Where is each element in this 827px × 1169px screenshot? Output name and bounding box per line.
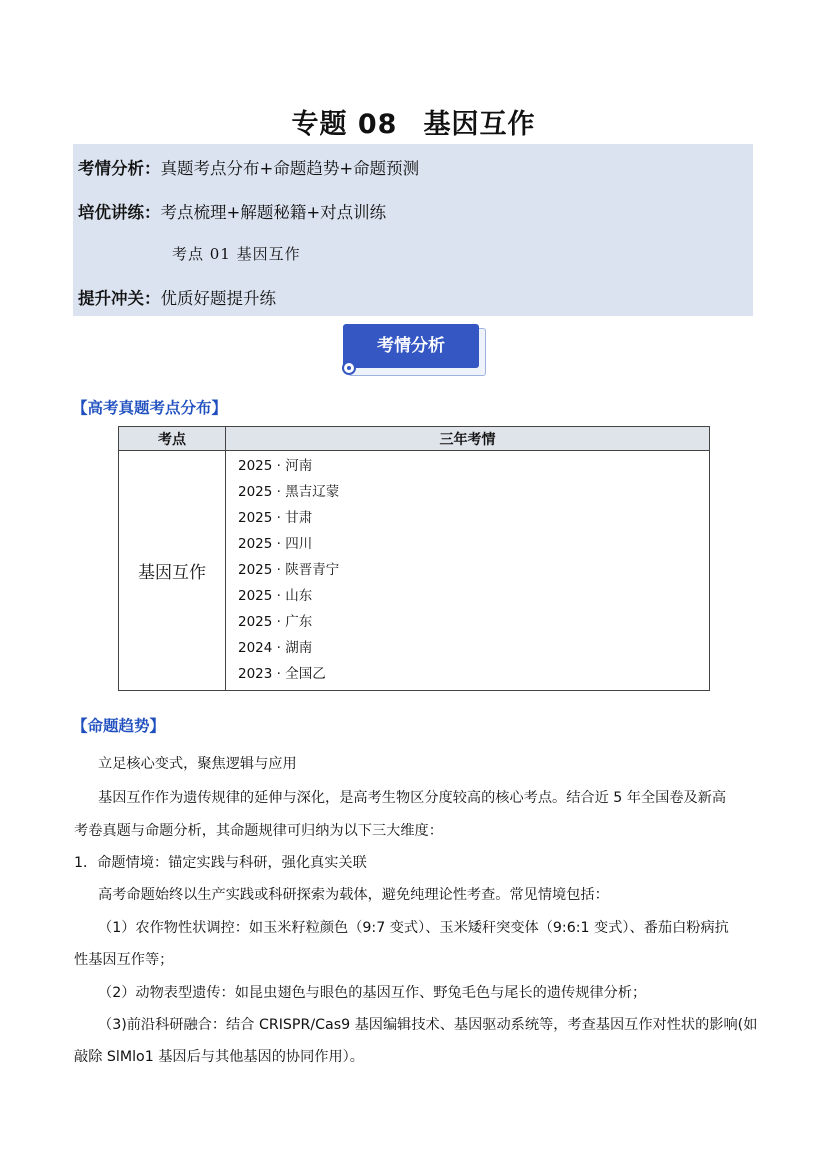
year-entry: 2023 · 全国乙 (238, 666, 326, 682)
toc-row-improve (78, 285, 276, 309)
topic-name: 基因互作 (423, 109, 536, 140)
section-heading-trend: 【命题趋势】 (72, 717, 166, 735)
toc-row-point01 (172, 243, 301, 264)
table-header-topic: 考点 (119, 427, 226, 451)
trend-paragraph: （2）动物表型遗传：如昆虫翅色与眼色的基因互作、野兔毛色与尾长的遗传规律分析； (98, 985, 647, 1001)
year-entry: 2025 · 黑吉辽蒙 (238, 484, 340, 500)
toc-row-analysis (78, 155, 419, 179)
table-row (119, 451, 710, 691)
year-entry: 2025 · 河南 (238, 458, 313, 474)
toc-text: 优质好题提升练 (160, 289, 276, 308)
toc-row-training (78, 199, 386, 223)
trend-paragraph: 1．命题情境：锚定实践与科研，强化真实关联 (74, 855, 367, 871)
year-entry: 2025 · 陕晋青宁 (238, 562, 340, 578)
toc-label: 考情分析： (78, 159, 161, 178)
toc-label: 提升冲关： (78, 289, 161, 308)
trend-paragraph: （3)前沿科研融合：结合 CRISPR/Cas9 基因编辑技术、基因驱动系统等，考查基因互作对性状的影响(如 (98, 1017, 758, 1033)
year-entry: 2025 · 甘肃 (238, 510, 313, 526)
table-cell-topic: 基因互作 (119, 451, 226, 691)
banner-dot-icon (342, 361, 356, 375)
trend-paragraph: 高考命题始终以生产实践或科研探索为载体，避免纯理论性考查。常见情境包括： (98, 887, 609, 903)
exam-distribution-table (118, 426, 710, 691)
table-header-years: 三年考情 (226, 427, 710, 451)
trend-paragraph: 考卷真题与命题分析，其命题规律可归纳为以下三大维度： (74, 823, 443, 839)
toc-text: 真题考点分布+命题趋势+命题预测 (160, 159, 420, 178)
trend-paragraph: 立足核心变式，聚焦逻辑与应用 (98, 756, 297, 772)
year-entry: 2025 · 四川 (238, 536, 313, 552)
trend-paragraph: 敲除 SlMlo1 基因后与其他基因的协同作用）。 (74, 1049, 364, 1065)
toc-text: 考点 01 基因互作 (172, 245, 301, 263)
trend-paragraph: （1）农作物性状调控：如玉米籽粒颜色（9:7 变式）、玉米矮秆突变体（9:6:1 变式）、番茄白粉病抗 (98, 920, 729, 936)
toc-label: 培优讲练： (78, 203, 161, 222)
toc-text: 考点梳理+解题秘籍+对点训练 (160, 203, 387, 222)
year-entry: 2025 · 广东 (238, 614, 313, 630)
section-heading-distribution: 【高考真题考点分布】 (72, 399, 228, 417)
trend-paragraph: 基因互作作为遗传规律的延伸与深化，是高考生物区分度较高的核心考点。结合近 5 年全国卷及新高 (98, 790, 727, 806)
trend-paragraph: 性基因互作等； (74, 952, 174, 968)
table-cell-years (226, 451, 710, 691)
table-of-contents (73, 144, 753, 316)
year-entry: 2024 · 湖南 (238, 640, 313, 656)
section-banner (340, 322, 486, 378)
banner-label: 考情分析 (343, 324, 479, 368)
page-title (0, 102, 827, 141)
year-entry: 2025 · 山东 (238, 588, 313, 604)
topic-number: 专题 08 (291, 109, 398, 140)
